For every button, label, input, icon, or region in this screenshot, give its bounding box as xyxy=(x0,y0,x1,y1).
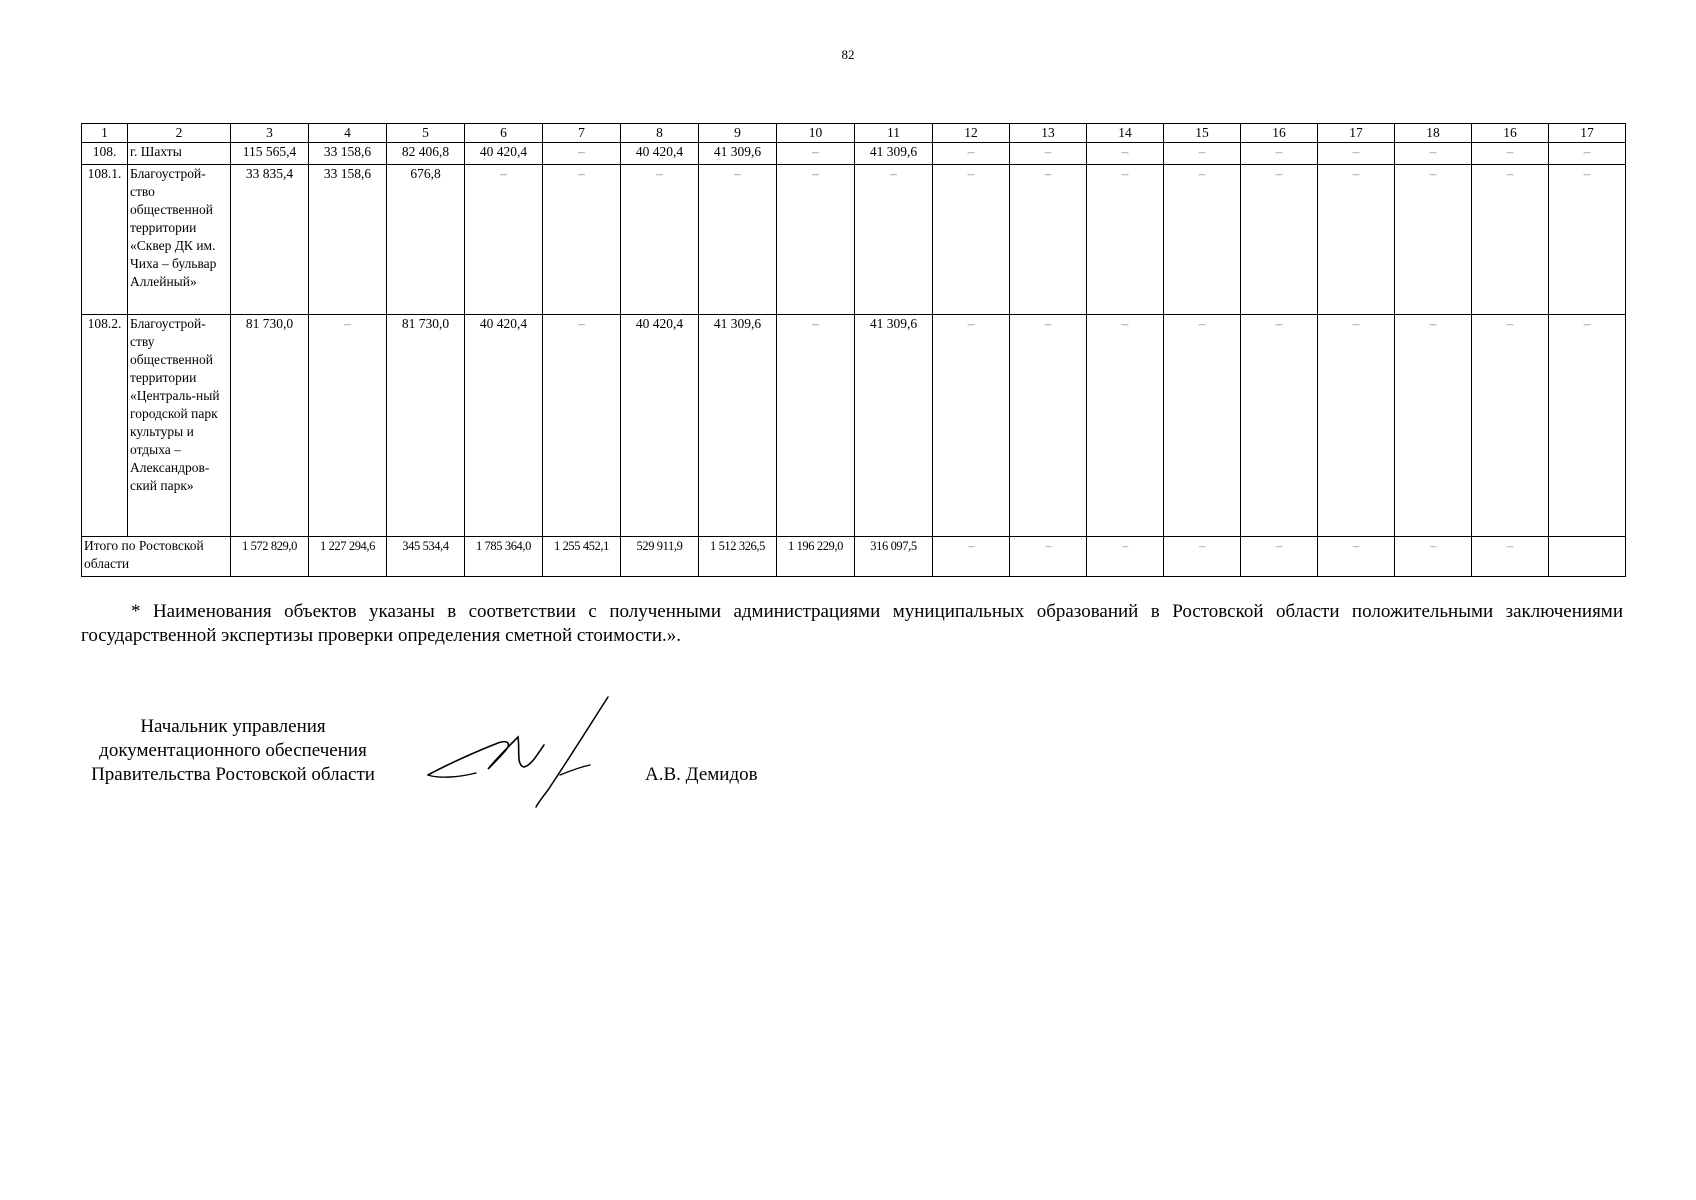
table-total-row xyxy=(82,537,1626,577)
table-cell: 41 309,6 xyxy=(699,143,777,165)
table-cell: – xyxy=(1010,537,1087,577)
column-header: 16 xyxy=(1241,124,1318,143)
signer-name: А.В. Демидов xyxy=(645,764,758,785)
column-header: 14 xyxy=(1087,124,1164,143)
table-cell: – xyxy=(1010,315,1087,537)
table-cell: – xyxy=(1010,165,1087,315)
table-cell: – xyxy=(1241,143,1318,165)
table-cell: – xyxy=(1318,537,1395,577)
table-cell xyxy=(1549,537,1626,577)
table-cell: – xyxy=(543,315,621,537)
table-cell: 33 158,6 xyxy=(309,165,387,315)
column-header: 13 xyxy=(1010,124,1087,143)
row-number-cell: 108.1. xyxy=(82,165,128,315)
table-cell: 1 196 229,0 xyxy=(777,537,855,577)
column-header: 3 xyxy=(231,124,309,143)
signer-title-line: документационного обеспечения xyxy=(99,740,367,761)
handwritten-signature xyxy=(420,695,620,810)
table-row xyxy=(82,165,1626,315)
column-header: 2 xyxy=(128,124,231,143)
row-number-cell: 108. xyxy=(82,143,128,165)
table-cell: 1 227 294,6 xyxy=(309,537,387,577)
table-row xyxy=(82,143,1626,165)
signer-title-line: Начальник управления xyxy=(140,716,326,737)
table-cell: – xyxy=(1241,537,1318,577)
table-cell: – xyxy=(1164,143,1241,165)
table-cell: – xyxy=(933,143,1010,165)
table-cell: – xyxy=(699,165,777,315)
table-header-row xyxy=(82,124,1626,143)
table-cell: – xyxy=(933,315,1010,537)
column-header: 6 xyxy=(465,124,543,143)
table-cell: – xyxy=(1087,143,1164,165)
column-header: 5 xyxy=(387,124,465,143)
column-header: 9 xyxy=(699,124,777,143)
table-cell: – xyxy=(1472,537,1549,577)
table-cell: – xyxy=(1318,143,1395,165)
column-header: 7 xyxy=(543,124,621,143)
table-cell: 676,8 xyxy=(387,165,465,315)
table-cell: – xyxy=(1549,165,1626,315)
table-cell: – xyxy=(933,165,1010,315)
table-cell: 316 097,5 xyxy=(855,537,933,577)
column-header: 8 xyxy=(621,124,699,143)
table-row xyxy=(82,315,1626,537)
table-cell: 1 785 364,0 xyxy=(465,537,543,577)
table-cell: – xyxy=(1241,315,1318,537)
table-cell: 40 420,4 xyxy=(621,315,699,537)
table-cell: 40 420,4 xyxy=(621,143,699,165)
table-cell: – xyxy=(1087,315,1164,537)
table-cell: – xyxy=(1395,315,1472,537)
table-cell: – xyxy=(1318,165,1395,315)
table-cell: – xyxy=(1010,143,1087,165)
signer-title xyxy=(78,715,388,787)
table-cell: 81 730,0 xyxy=(387,315,465,537)
total-label-cell: Итого по Ростовской области xyxy=(82,537,231,577)
table-cell: 345 534,4 xyxy=(387,537,465,577)
footnote: * Наименования объектов указаны в соответствии с полученными администрациями муниципальных образований в Ростовской области положительными заключениями государственной экспертизы проверки определения сметной стоимости.». xyxy=(81,601,1623,646)
table-cell: – xyxy=(1164,537,1241,577)
table-cell: – xyxy=(543,165,621,315)
table-cell: – xyxy=(465,165,543,315)
table-cell: – xyxy=(777,315,855,537)
column-header: 18 xyxy=(1395,124,1472,143)
column-header: 4 xyxy=(309,124,387,143)
table-cell: – xyxy=(543,143,621,165)
column-header: 1 xyxy=(82,124,128,143)
table-cell: – xyxy=(1241,165,1318,315)
row-name-cell: Благоустрой-ству общественной территории «Централь-ный городской парк культуры и отдыха – Александров-ский парк» xyxy=(128,315,231,537)
table-cell: – xyxy=(855,165,933,315)
table-cell: 115 565,4 xyxy=(231,143,309,165)
table-cell: – xyxy=(1395,165,1472,315)
table-body xyxy=(82,124,1626,577)
table-cell: 529 911,9 xyxy=(621,537,699,577)
table-cell: 82 406,8 xyxy=(387,143,465,165)
column-header: 10 xyxy=(777,124,855,143)
table-cell: – xyxy=(777,165,855,315)
column-header: 15 xyxy=(1164,124,1241,143)
column-header: 11 xyxy=(855,124,933,143)
table-cell: – xyxy=(1318,315,1395,537)
table-cell: – xyxy=(933,537,1010,577)
table-cell: – xyxy=(777,143,855,165)
table-cell: – xyxy=(1549,315,1626,537)
table-cell: 1 255 452,1 xyxy=(543,537,621,577)
table-cell: 40 420,4 xyxy=(465,143,543,165)
table-cell: 41 309,6 xyxy=(855,315,933,537)
row-number-cell: 108.2. xyxy=(82,315,128,537)
table-cell: – xyxy=(1472,315,1549,537)
table-cell: 33 158,6 xyxy=(309,143,387,165)
table-cell: – xyxy=(1087,537,1164,577)
row-name-cell: Благоустрой-ство общественной территории «Сквер ДК им. Чиха – бульвар Аллейный» xyxy=(128,165,231,315)
table-cell: 33 835,4 xyxy=(231,165,309,315)
signer-title-line: Правительства Ростовской области xyxy=(91,764,375,785)
table-cell: 41 309,6 xyxy=(855,143,933,165)
table-cell: – xyxy=(1472,143,1549,165)
column-header: 12 xyxy=(933,124,1010,143)
table-cell: – xyxy=(1164,315,1241,537)
table-cell: – xyxy=(1395,537,1472,577)
page-number: 82 xyxy=(841,47,855,62)
table-cell: – xyxy=(1472,165,1549,315)
table-cell: 1 512 326,5 xyxy=(699,537,777,577)
table-cell: – xyxy=(1087,165,1164,315)
table-cell: – xyxy=(1549,143,1626,165)
table-cell: 41 309,6 xyxy=(699,315,777,537)
table-cell: – xyxy=(1164,165,1241,315)
table-cell: 81 730,0 xyxy=(231,315,309,537)
table-cell: – xyxy=(1395,143,1472,165)
column-header: 17 xyxy=(1318,124,1395,143)
data-table xyxy=(81,123,1626,577)
table-cell: – xyxy=(621,165,699,315)
column-header: 17 xyxy=(1549,124,1626,143)
table-cell: – xyxy=(309,315,387,537)
table-cell: 40 420,4 xyxy=(465,315,543,537)
table-cell: 1 572 829,0 xyxy=(231,537,309,577)
column-header: 16 xyxy=(1472,124,1549,143)
row-name-cell: г. Шахты xyxy=(128,143,231,165)
